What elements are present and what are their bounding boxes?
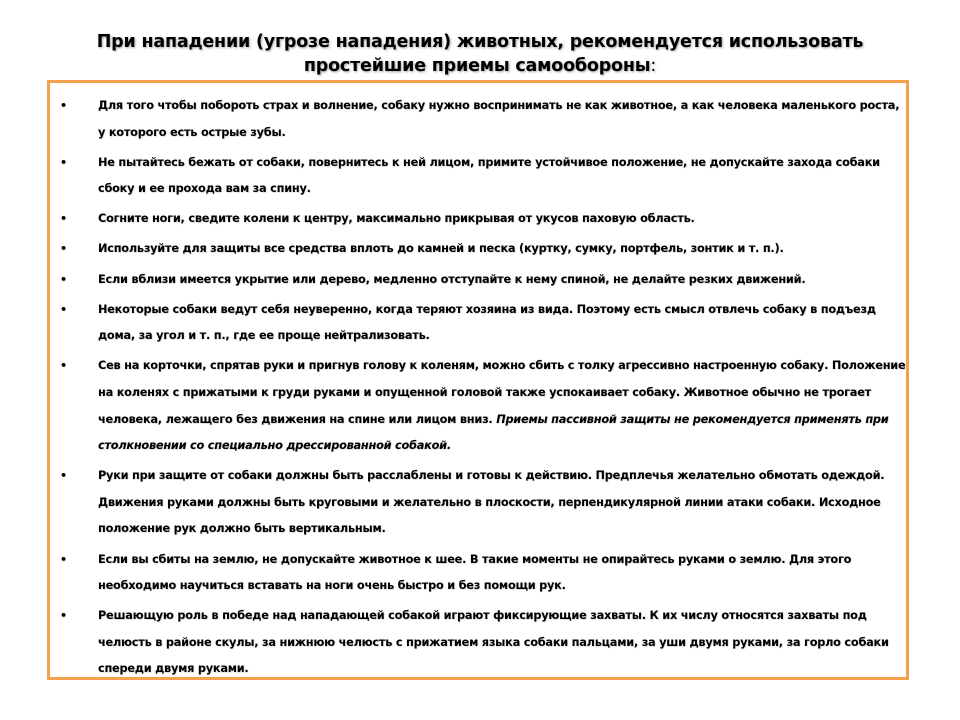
list-item [56,547,906,600]
item-text: Согните ноги, сведите колени к центру, максимально прикрывая от укусов паховую область. [98,212,695,226]
list-item [56,463,906,543]
page-title-colon: : [650,56,657,76]
item-text: Используйте для защиты все средства вплоть до камней и песка (куртку, сумку, портфель, зонтик и т. п.). [98,242,784,256]
list-item [56,353,906,459]
bullet: • [60,609,67,623]
item-text: Не пытайтесь бежать от собаки, повернитесь к ней лицом, примите устойчивое положение, не допускайте захода собаки сбоку и ее прохода вам за спину. [98,155,880,196]
item-text: Сев на корточки, спрятав руки и пригнув голову к коленям, можно сбить с толку агрессивно настроенную собаку. Положение на коленях с прижатыми к груди руками и опущенной головой также успокаивает собаку. Животное обычно не трогает человека, лежащего без движения на спине или лицом вниз. [98,359,906,426]
bullet: • [60,99,67,112]
list-item [56,297,906,350]
bullet: • [60,212,67,226]
list-item [56,603,906,683]
bullet: • [60,302,67,316]
list-item [56,150,906,203]
list-item [56,93,906,146]
list-item [56,267,906,294]
bullet: • [60,272,67,286]
page-title [40,30,920,78]
bullet: • [60,155,67,169]
item-text: Некоторые собаки ведут себя неуверенно, когда теряют хозяина из вида. Поэтому есть смысл отвлечь собаку в подъезд дома, за угол и т. п., где ее проще нейтрализовать. [98,302,876,343]
item-text: Решающую роль в победе над нападающей собакой играют фиксирующие захваты. К их числу относятся захваты под челюсть в районе скулы, за нижнюю челюсть с прижатием языка собаки пальцами, за уши двумя руками, за горло собаки спереди двумя руками. [98,609,889,676]
list-item [56,236,906,263]
item-text: Руки при защите от собаки должны быть расслаблены и готовы к действию. Предплечья желательно обмотать одеждой. Движения руками должны быть круговыми и желательно в плоскости, перпендикулярной линии атаки собаки. Исходное положение рук должно быть вертикальным. [98,469,885,536]
content-box [47,80,909,680]
bullet: • [60,469,67,483]
list-item [56,206,906,233]
item-text: Если вблизи имеется укрытие или дерево, медленно отступайте к нему спиной, не делайте резких движений. [98,272,806,286]
item-text: Для того чтобы побороть страх и волнение, собаку нужно воспринимать не как животное, а как человека маленького роста, у которого есть острые зубы. [98,99,900,139]
bullet: • [60,359,67,373]
bullet: • [60,242,67,256]
recommendations-list [56,93,906,686]
page-title-text: При нападении (угрозе нападения) животных, рекомендуется использовать простейшие приемы самообороны [96,32,864,76]
item-text: Если вы сбиты на землю, не допускайте животное к шее. В такие моменты не опирайтесь руками о землю. Для этого необходимо научиться вставать на ноги очень быстро и без помощи рук. [98,552,852,593]
item-text-italic: Приемы пассивной защиты не рекомендуется применять при столкновении со специально дрессированной собакой. [98,412,889,453]
bullet: • [60,552,67,566]
